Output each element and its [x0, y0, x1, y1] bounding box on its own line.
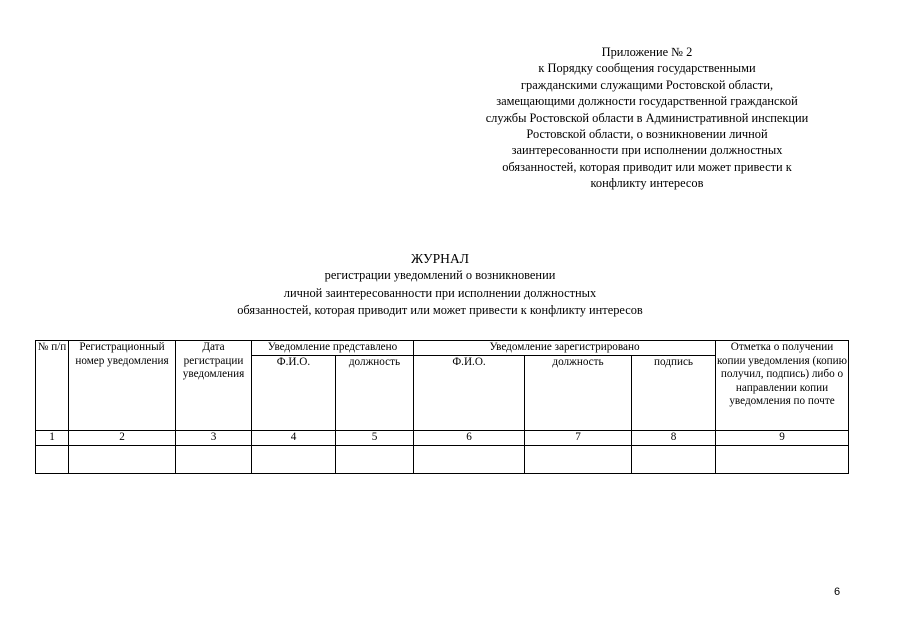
- header-reg-number: Регистрационный номер уведомления: [69, 341, 176, 431]
- header-submitted-fio: Ф.И.О.: [252, 356, 336, 431]
- header-registered-fio: Ф.И.О.: [414, 356, 525, 431]
- header-submitted-group: Уведомление представлено: [252, 341, 414, 356]
- page-number: 6: [834, 586, 841, 598]
- header-registered-signature: подпись: [632, 356, 716, 431]
- journal-title: ЖУРНАЛ: [410, 251, 470, 266]
- header-registered-group: Уведомление зарегистрировано: [414, 341, 716, 356]
- table-cell: [414, 445, 525, 473]
- column-number: 5: [336, 431, 414, 446]
- header-registered-position: должность: [525, 356, 632, 431]
- table-cell: [716, 445, 849, 473]
- header-row-group: [36, 341, 849, 356]
- appendix-line: гражданскими служащими Ростовской области,: [520, 77, 774, 92]
- table-cell: [632, 445, 716, 473]
- column-number-row: [36, 431, 849, 446]
- appendix-line: конфликту интересов: [590, 176, 704, 191]
- table-row: [36, 445, 849, 473]
- column-number: 1: [36, 431, 69, 446]
- appendix-line: заинтересованности при исполнении должностных: [511, 143, 783, 158]
- appendix-line: службы Ростовской области в Административной инспекции: [485, 110, 809, 125]
- header-reg-date: Дата регистрации уведомления: [176, 341, 252, 431]
- appendix-block: [430, 44, 864, 192]
- appendix-line: к Порядку сообщения государственными: [538, 61, 756, 76]
- journal-subtitle-line: личной заинтересованности при исполнении должностных: [283, 285, 597, 300]
- column-number: 6: [414, 431, 525, 446]
- table-cell: [252, 445, 336, 473]
- column-number: 9: [716, 431, 849, 446]
- table-cell: [336, 445, 414, 473]
- journal-heading: [120, 250, 760, 319]
- column-number: 2: [69, 431, 176, 446]
- appendix-line: обязанностей, которая приводит или может привести к: [502, 159, 792, 174]
- header-submitted-position: должность: [336, 356, 414, 431]
- header-num: № п/п: [36, 341, 69, 431]
- appendix-line: замещающими должности государственной гражданской: [496, 94, 798, 109]
- column-number: 7: [525, 431, 632, 446]
- column-number: 4: [252, 431, 336, 446]
- journal-subtitle-line: регистрации уведомлений о возникновении: [324, 268, 556, 283]
- column-number: 8: [632, 431, 716, 446]
- appendix-line: Ростовской области, о возникновении личной: [526, 127, 768, 142]
- table-cell: [525, 445, 632, 473]
- table-cell: [69, 445, 176, 473]
- table-cell: [36, 445, 69, 473]
- column-number: 3: [176, 431, 252, 446]
- journal-subtitle-line: обязанностей, которая приводит или может привести к конфликту интересов: [237, 302, 643, 317]
- table-cell: [176, 445, 252, 473]
- registration-table: [35, 340, 849, 474]
- header-receipt-mark: Отметка о получении копии уведомления (копию получил, подпись) либо о направлении копии уведомления по почте: [716, 341, 849, 431]
- appendix-line: Приложение № 2: [601, 45, 693, 59]
